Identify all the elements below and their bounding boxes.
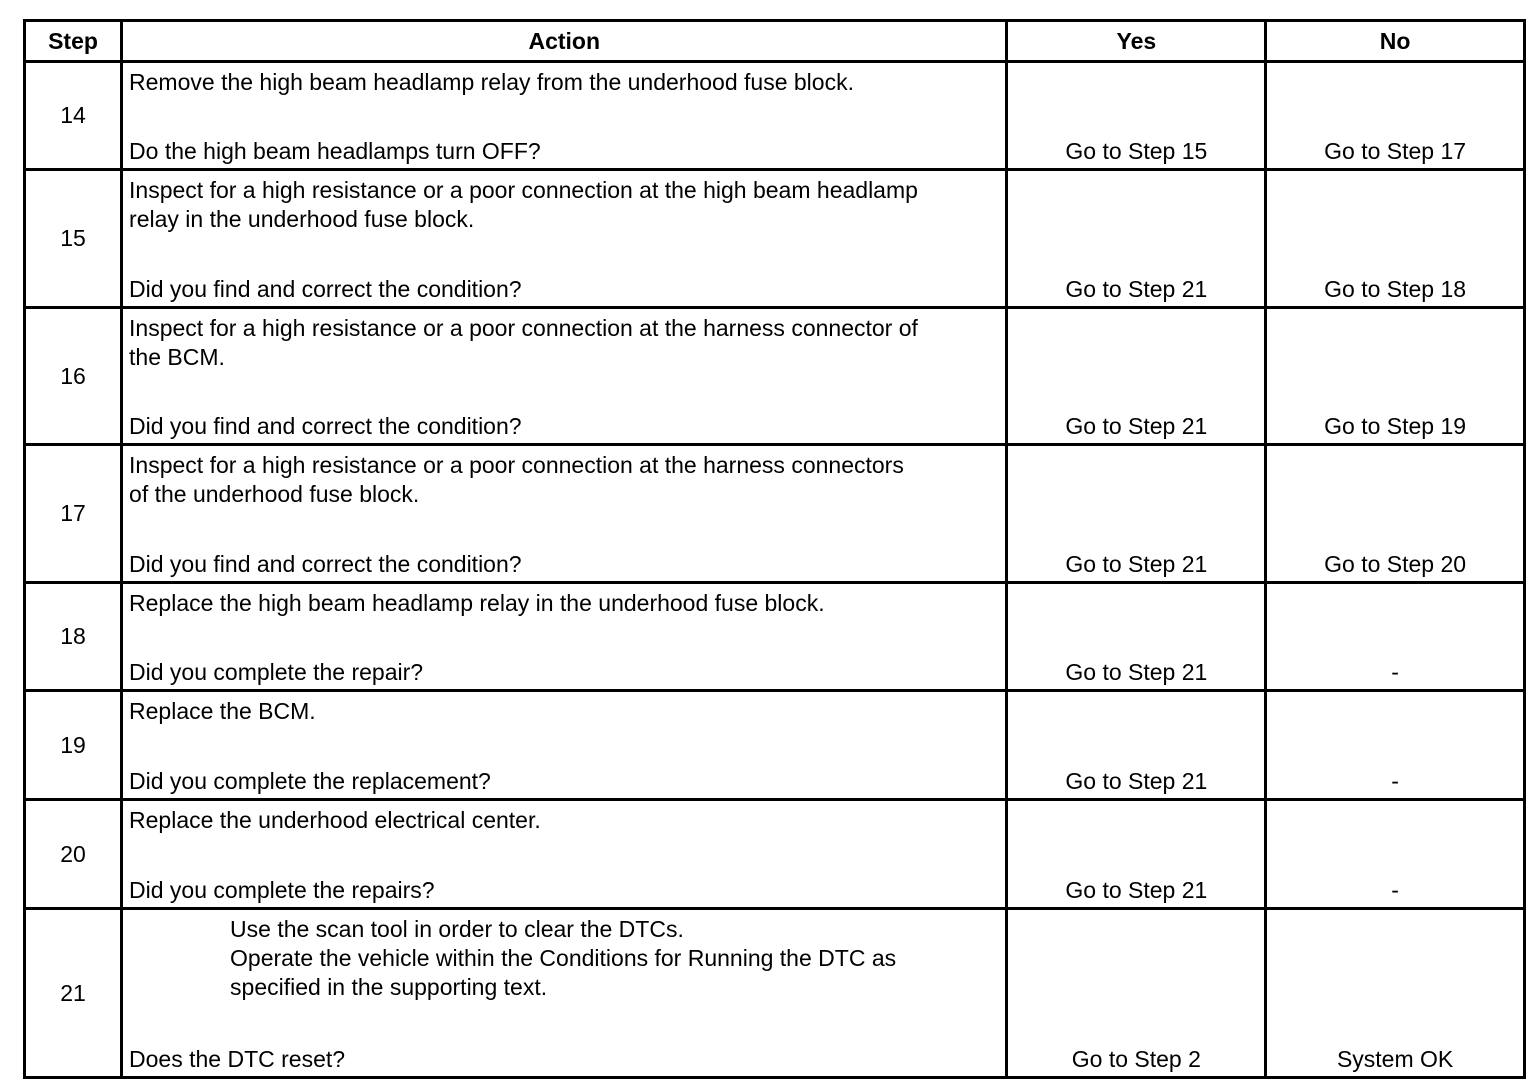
instruction-line: Replace the BCM. <box>129 698 316 724</box>
action-cell <box>122 445 1007 583</box>
header-yes: Yes <box>1007 21 1266 62</box>
no-cell <box>1266 691 1525 800</box>
yes-cell <box>1007 909 1266 1078</box>
action-instructions <box>129 63 999 97</box>
step-number: 21 <box>25 909 122 1078</box>
instruction-line: Use the scan tool in order to clear the DTCs. <box>230 916 684 942</box>
action-question: Did you find and correct the condition? <box>129 276 522 302</box>
instruction-line: the BCM. <box>129 344 225 370</box>
table-row <box>25 691 1525 800</box>
yes-cell <box>1007 62 1266 170</box>
action-cell <box>122 308 1007 445</box>
step-number: 15 <box>25 170 122 308</box>
yes-cell <box>1007 308 1266 445</box>
yes-answer: Go to Step 21 <box>1065 551 1208 577</box>
action-question: Did you find and correct the condition? <box>129 413 522 439</box>
action-instructions <box>129 446 999 509</box>
instruction-line: Replace the high beam headlamp relay in the underhood fuse block. <box>129 590 825 616</box>
instruction-line: Remove the high beam headlamp relay from the underhood fuse block. <box>129 69 854 95</box>
no-answer: - <box>1391 768 1399 794</box>
no-cell <box>1266 445 1525 583</box>
instruction-line: of the underhood fuse block. <box>129 481 420 507</box>
no-cell <box>1266 909 1525 1078</box>
table-body <box>25 62 1525 1078</box>
yes-answer: Go to Step 21 <box>1065 413 1208 439</box>
step-number: 20 <box>25 800 122 909</box>
yes-cell <box>1007 583 1266 691</box>
yes-cell <box>1007 800 1266 909</box>
yes-cell <box>1007 170 1266 308</box>
step-number: 16 <box>25 308 122 445</box>
header-no: No <box>1266 21 1525 62</box>
yes-answer: Go to Step 21 <box>1065 768 1208 794</box>
table-row <box>25 170 1525 308</box>
action-cell <box>122 800 1007 909</box>
instruction-line: Inspect for a high resistance or a poor connection at the harness connectors <box>129 452 904 478</box>
yes-answer: Go to Step 15 <box>1065 138 1208 164</box>
header-row <box>25 21 1525 62</box>
instruction-line: relay in the underhood fuse block. <box>129 206 475 232</box>
yes-cell <box>1007 691 1266 800</box>
action-cell <box>122 62 1007 170</box>
no-cell <box>1266 62 1525 170</box>
table-row <box>25 445 1525 583</box>
yes-cell <box>1007 445 1266 583</box>
no-cell <box>1266 308 1525 445</box>
action-cell <box>122 170 1007 308</box>
yes-answer: Go to Step 21 <box>1065 877 1208 903</box>
no-cell <box>1266 170 1525 308</box>
no-cell <box>1266 800 1525 909</box>
step-number: 17 <box>25 445 122 583</box>
instruction-line: Operate the vehicle within the Conditions for Running the DTC as <box>230 945 897 971</box>
instruction-line: Inspect for a high resistance or a poor connection at the harness connector of <box>129 315 918 341</box>
action-question: Did you complete the repairs? <box>129 877 435 903</box>
action-instructions <box>129 910 999 1002</box>
action-question: Do the high beam headlamps turn OFF? <box>129 138 541 164</box>
header-step: Step <box>25 21 122 62</box>
action-instructions <box>129 692 999 726</box>
step-number: 19 <box>25 691 122 800</box>
no-answer: - <box>1391 877 1399 903</box>
table-row <box>25 62 1525 170</box>
action-cell <box>122 583 1007 691</box>
action-instructions <box>129 801 999 835</box>
action-instructions <box>129 309 999 372</box>
step-number: 14 <box>25 62 122 170</box>
yes-answer: Go to Step 21 <box>1065 659 1208 685</box>
no-answer: Go to Step 17 <box>1324 138 1467 164</box>
action-question: Did you complete the repair? <box>129 659 424 685</box>
instruction-line: specified in the supporting text. <box>230 974 548 1000</box>
no-cell <box>1266 583 1525 691</box>
yes-answer: Go to Step 2 <box>1071 1046 1201 1072</box>
table-row <box>25 583 1525 691</box>
table-row <box>25 909 1525 1078</box>
no-answer: System OK <box>1336 1046 1454 1072</box>
no-answer: Go to Step 19 <box>1324 413 1467 439</box>
action-question: Did you complete the replacement? <box>129 768 491 794</box>
table-row <box>25 800 1525 909</box>
no-answer: Go to Step 18 <box>1324 276 1467 302</box>
step-number: 18 <box>25 583 122 691</box>
no-answer: Go to Step 20 <box>1324 551 1467 577</box>
instruction-line: Inspect for a high resistance or a poor connection at the high beam headlamp <box>129 177 918 203</box>
action-cell <box>122 909 1007 1078</box>
no-answer: - <box>1391 659 1399 685</box>
action-instructions <box>129 171 999 234</box>
header-action: Action <box>122 21 1007 62</box>
action-question: Did you find and correct the condition? <box>129 551 522 577</box>
instruction-line: Replace the underhood electrical center. <box>129 807 541 833</box>
yes-answer: Go to Step 21 <box>1065 276 1208 302</box>
action-cell <box>122 691 1007 800</box>
action-instructions <box>129 584 999 618</box>
diagnostic-table <box>23 19 1526 1079</box>
table-row <box>25 308 1525 445</box>
action-question: Does the DTC reset? <box>129 1046 346 1072</box>
